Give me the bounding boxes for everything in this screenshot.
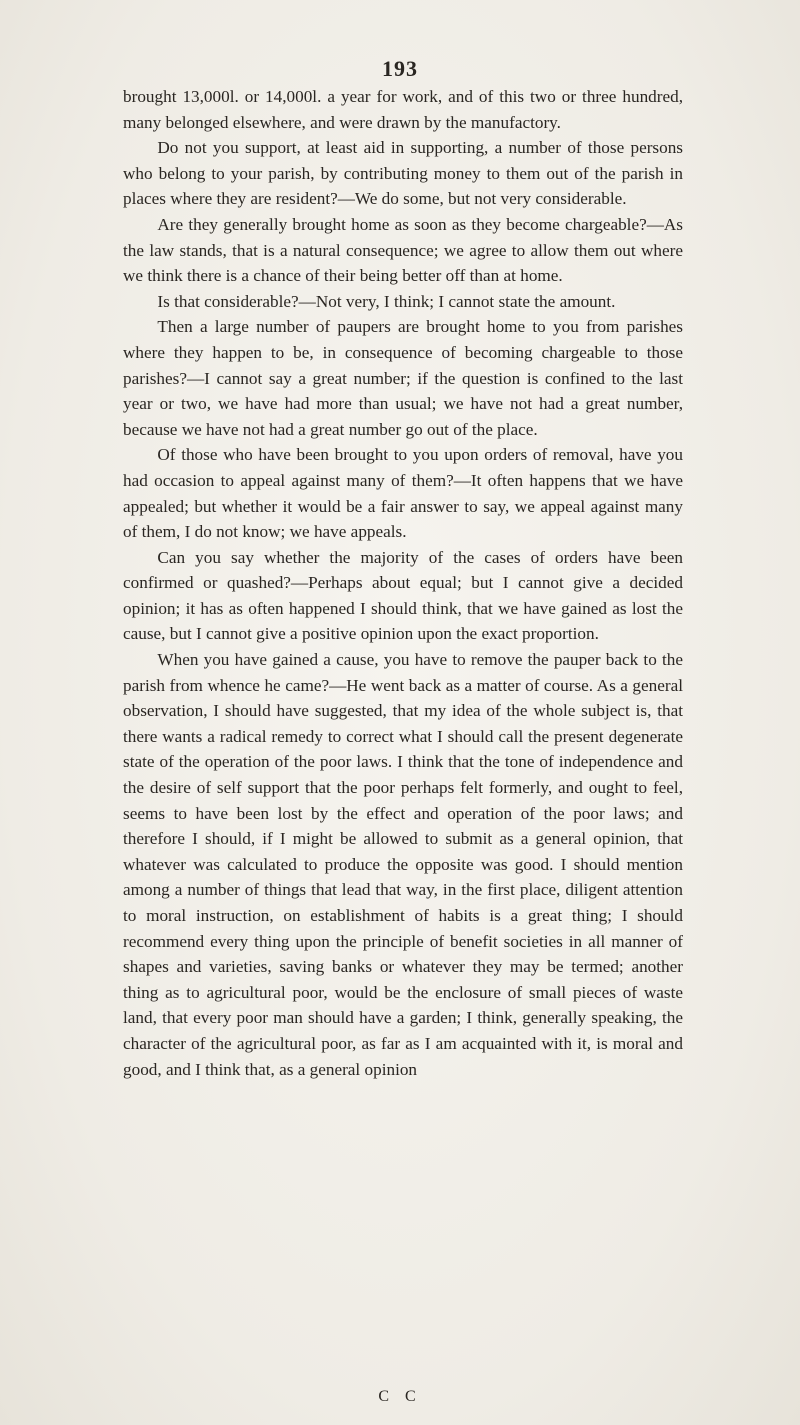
paragraph: Can you say whether the majority of the cases of orders have been confirmed or quashed?—Perhaps about equal; but I cannot give a decided opinion; it has as often happened I should think, that we have gained as lost the cause, but I cannot give a positive opinion upon the exact proportion. (123, 547, 683, 644)
page-body-text (123, 84, 683, 1082)
paragraph: Are they generally brought home as soon as they become chargeable?—As the law stands, that is a natural consequence; we agree to allow them out where we think there is a chance of their being better off than at home. (123, 214, 683, 286)
paragraph: Then a large number of paupers are brought home to you from parishes where they happen to be, in consequence of becoming chargeable to those parishes?—I cannot say a great number; if the question is confined to the last year or two, we have had more than usual; we have not had a great number, because we have not had a great number go out of the place. (123, 317, 683, 439)
paragraph: Is that considerable?—Not very, I think; I cannot state the amount. (157, 291, 616, 311)
paragraph: When you have gained a cause, you have to remove the pauper back to the parish from whence he came?—He went back as a matter of course. As a general observation, I should have suggested, that my idea of the whole subject is, that there wants a radical remedy to correct what I should call the present degenerate state of the operation of the poor laws. I think that the tone of independence and the desire of self support that the poor perhaps felt formerly, and ought to feel, seems to have been lost by the effect and operation of the poor laws; and therefore I should, if I might be allowed to submit as a general opinion, that whatever was calculated to produce the opposite was good. I should mention among a number of things that lead that way, in the first place, diligent attention to moral instruction, on establishment of habits is a great thing; I should recommend every thing upon the principle of benefit societies in all manner of shapes and varieties, saving banks or whatever they may be termed; another thing as to agricultural poor, would be the enclosure of small pieces of waste land, that every poor man should have a garden; I think, generally speaking, the character of the agricultural poor, as far as I am acquainted with it, is moral and good, and I think that, as a general opinion (123, 650, 683, 1079)
paragraph: Do not you support, at least aid in supporting, a number of those persons who belong to your parish, by contributing money to them out of the parish in places where they are resident?—We do some, but not very considerable. (123, 138, 683, 209)
page-number: 193 (382, 56, 418, 81)
paragraph: brought 13,000l. or 14,000l. a year for work, and of this two or three hundred, many belonged elsewhere, and were drawn by the manufactory. (123, 87, 683, 132)
paragraph: Of those who have been brought to you upon orders of removal, have you had occasion to appeal against many of them?—It often happens that we have appealed; but whether it would be a fair answer to say, we appeal against many of them, I do not know; we have appeals. (123, 445, 683, 542)
printer-signature-mark: C C (378, 1388, 422, 1405)
